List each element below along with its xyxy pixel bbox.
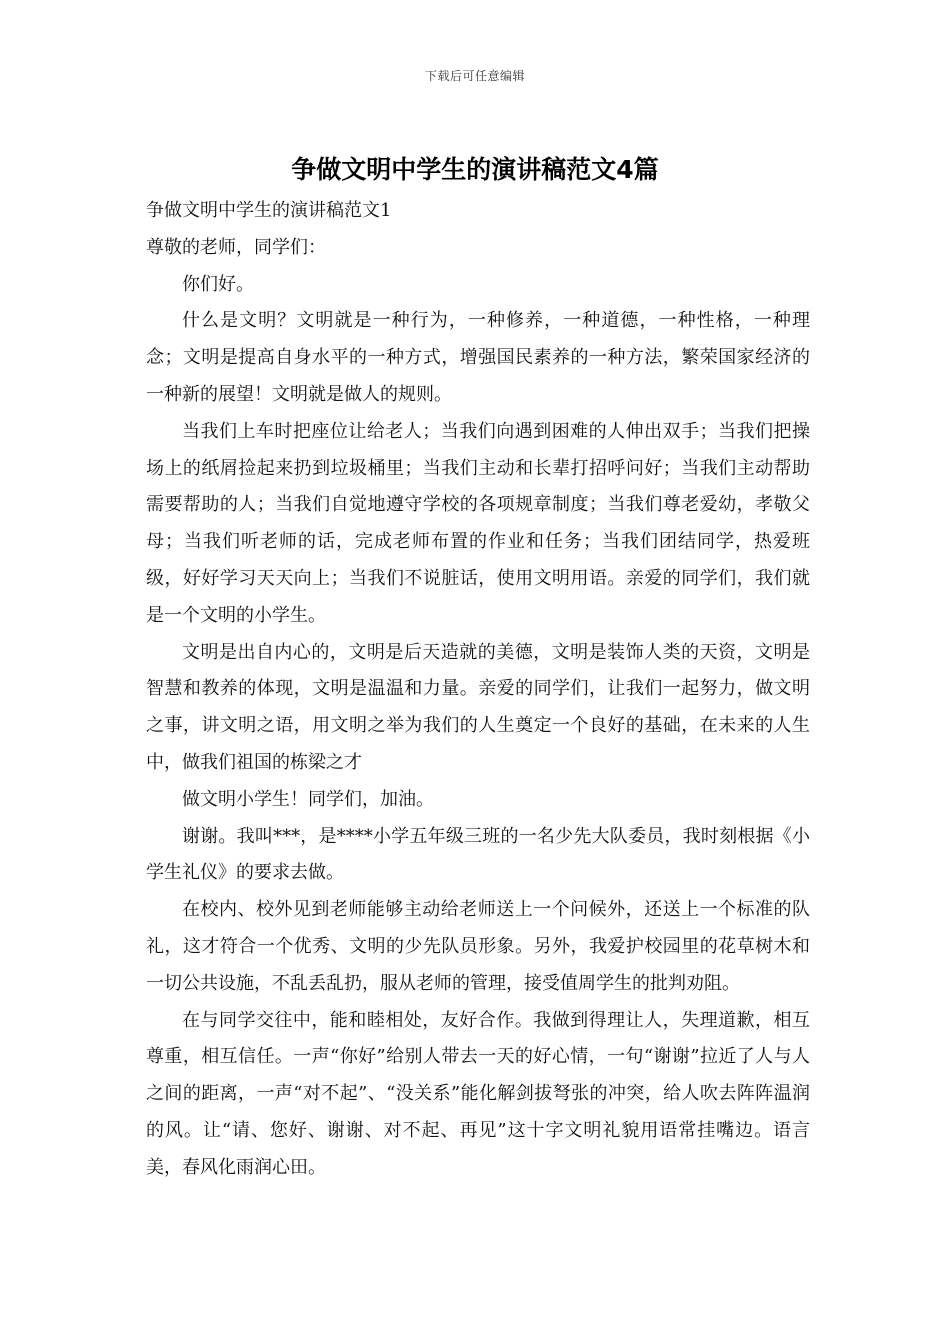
paragraph: 你们好。 <box>182 273 254 295</box>
paragraph: 当我们上车时把座位让给老人；当我们向遇到困难的人伸出双手；当我们把操场上的纸屑捡起来扔到垃圾桶里；当我们主动和长辈打招呼问好；当我们主动帮助需要帮助的人；当我们自觉地遵守学校的各项规章制度；当我们尊老爱幼，孝敬父母；当我们听老师的话，完成老师布置的作业和任务；当我们团结同学，热爱班级，好好学习天天向上；当我们不说脏话，使用文明用语。亲爱的同学们，我们就是一个文明的小学生。 <box>146 420 810 626</box>
document-body <box>146 193 810 1187</box>
document-title: 争做文明中学生的演讲稿范文4篇 <box>291 155 659 184</box>
paragraph: 谢谢。我叫***，是****小学五年级三班的一名少先大队委员，我时刻根据《小学生礼仪》的要求去做。 <box>146 825 810 884</box>
paragraph: 文明是出自内心的，文明是后天造就的美德，文明是装饰人类的天资，文明是智慧和教养的体现，文明是温温和力量。亲爱的同学们，让我们一起努力，做文明之事，讲文明之语，用文明之举为我们的人生奠定一个良好的基础，在未来的人生中，做我们祖国的栋梁之才 <box>146 641 810 773</box>
paragraph: 做文明小学生！同学们，加油。 <box>182 788 434 810</box>
document-subtitle: 争做文明中学生的演讲稿范文1 <box>146 200 392 221</box>
greeting-line: 尊敬的老师，同学们： <box>146 236 326 258</box>
paragraph: 什么是文明？文明就是一种行为，一种修养，一种道德，一种性格，一种理念；文明是提高自身水平的一种方式，增强国民素养的一种方法，繁荣国家经济的一种新的展望！文明就是做人的规则。 <box>146 310 810 405</box>
header-note: 下载后可任意编辑 <box>424 69 525 83</box>
paragraph: 在与同学交往中，能和睦相处，友好合作。我做到得理让人，失理道歉，相互尊重，相互信任。一声“你好”给别人带去一天的好心情，一句“谢谢”拉近了人与人之间的距离，一声“对不起”、“没关系”能化解剑拔弩张的冲突，给人吹去阵阵温润的风。让“请、您好、谢谢、对不起、再见”这十字文明礼貌用语常挂嘴边。语言美，春风化雨润心田。 <box>146 1009 810 1178</box>
paragraph: 在校内、校外见到老师能够主动给老师送上一个问候外，还送上一个标准的队礼，这才符合一个优秀、文明的少先队员形象。另外，我爱护校园里的花草树木和一切公共设施，不乱丢乱扔，服从老师的管理，接受值周学生的批判劝阻。 <box>146 899 810 994</box>
